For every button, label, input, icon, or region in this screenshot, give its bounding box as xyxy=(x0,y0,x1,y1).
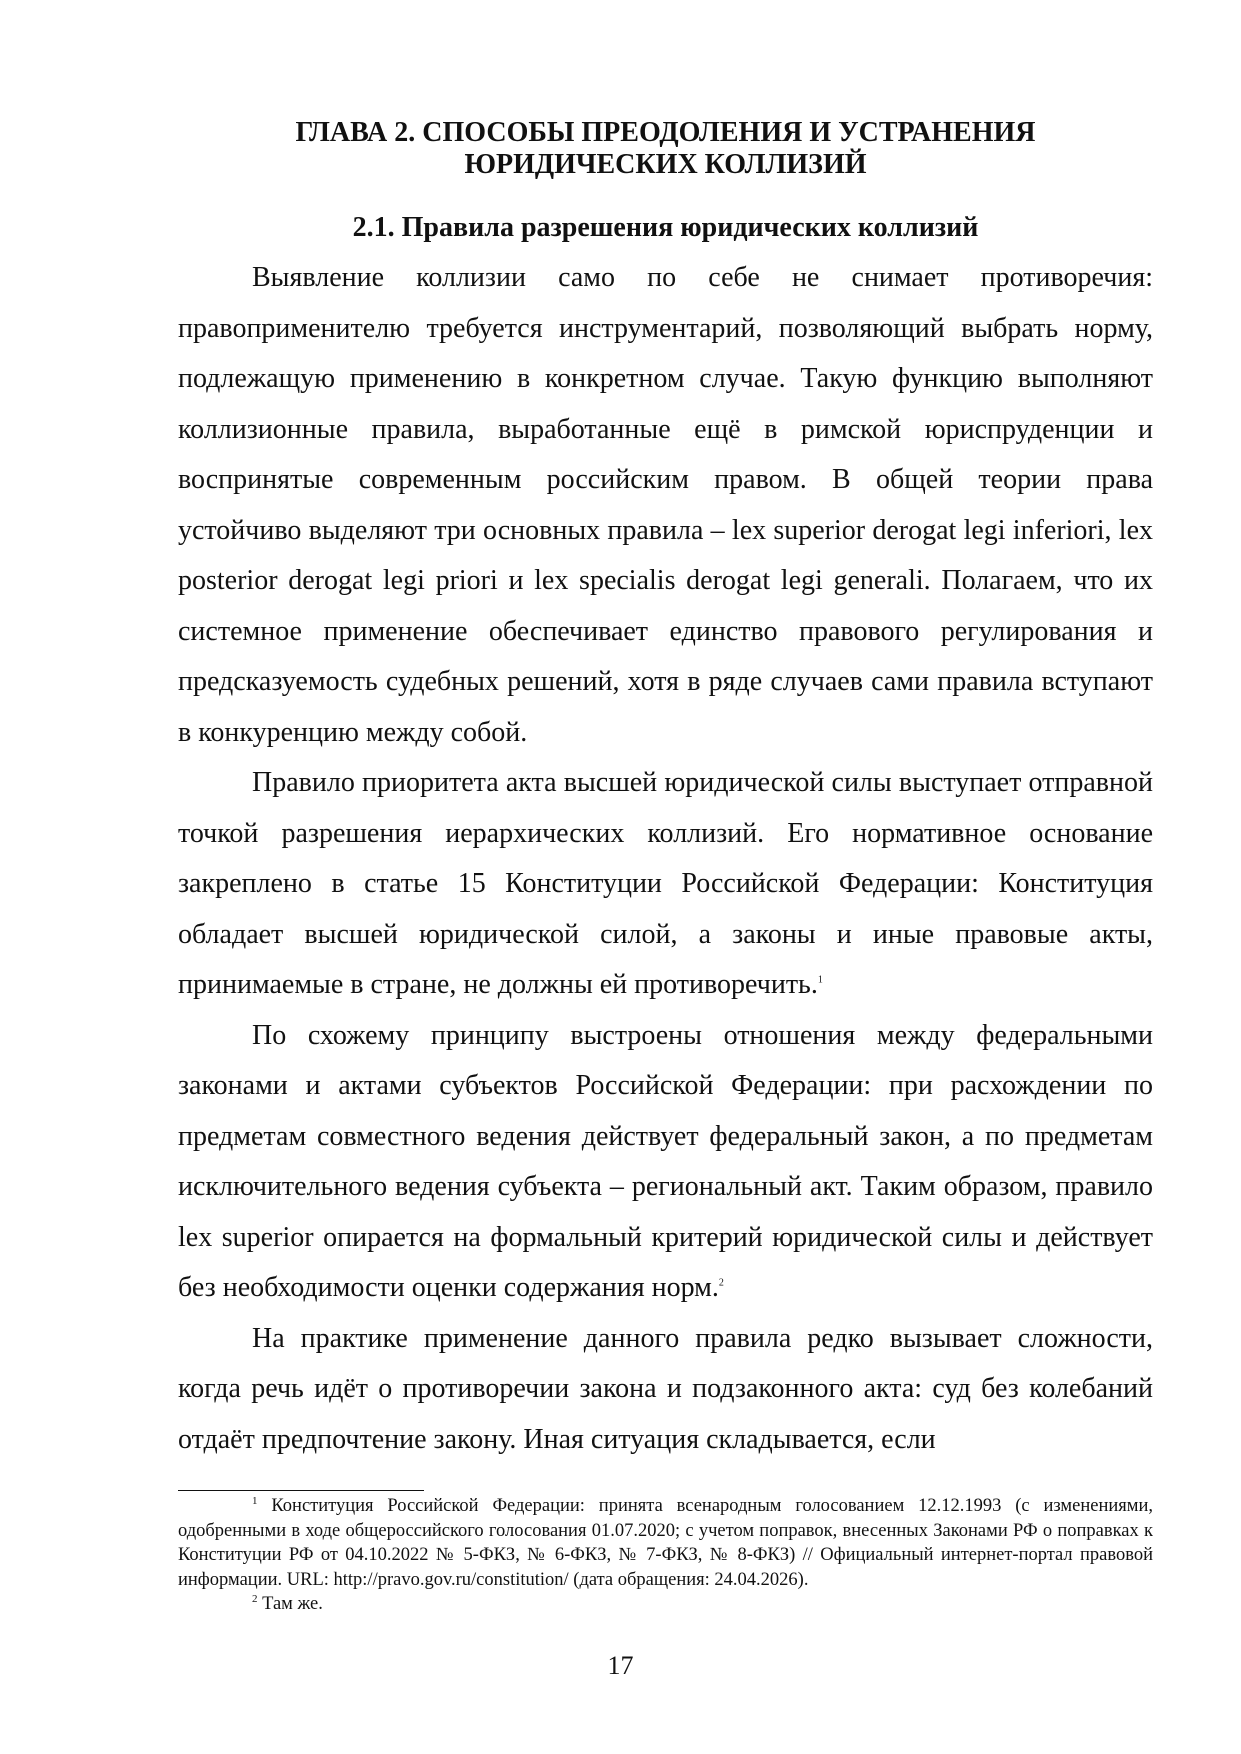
chapter-title xyxy=(178,117,1153,181)
footnotes xyxy=(178,1494,1153,1617)
section-title: 2.1. Правила разрешения юридических коллизий xyxy=(352,212,979,243)
footnote-1-text: Конституция Российской Федерации: принята всенародным голосованием 12.12.1993 (с изменениями, одобренными в ходе общероссийского голосования 01.07.2020; с учетом поправок, внесенных Законами РФ о поправках к Конституции РФ от 04.10.2022 № 5-ФКЗ, № 6-ФКЗ, № 7-ФКЗ, № 8-ФКЗ) // Официальный интернет-портал правовой информации. URL: http://pravo.gov.ru/constitution/ (дата обращения: 24.04.2026). xyxy=(178,1496,1154,1590)
chapter-title-line-2: ЮРИДИЧЕСКИХ КОЛЛИЗИЙ xyxy=(464,149,867,180)
paragraph-1-text: Выявление коллизии само по себе не снимает противоречия: правоприменителю требуется инструментарий, позволяющий выбрать норму, подлежащую применению в конкретном случае. Такую функцию выполняют коллизионные правила, выработанные ещё в римской юриспруденции и воспринятые современным российским правом. В общей теории права устойчиво выделяют три основных правила – lex superior derogat legi inferiori, lex posterior derogat legi priori и lex specialis derogat legi generali. Полагаем, что их системное применение обеспечивает единство правового регулирования и предсказуемость судебных решений, хотя в ряде случаев сами правила вступают в конкуренцию между собой. xyxy=(178,262,1153,748)
paragraph-4 xyxy=(178,1314,1153,1466)
footnote-reference-1[interactable]: 1 xyxy=(817,974,823,986)
footnote-reference-2[interactable]: 2 xyxy=(718,1277,724,1289)
paragraph-1 xyxy=(178,253,1153,758)
page-number: 17 xyxy=(607,1651,634,1680)
paragraph-3-text: По схожему принципу выстроены отношения между федеральными законами и актами субъектов Российской Федерации: при расхождении по предметам совместного ведения действует федеральный закон, а по предметам исключительного ведения субъекта – региональный акт. Таким образом, правило lex superior опирается на формальный критерий юридической силы и действует без необходимости оценки содержания норм. xyxy=(178,1019,1153,1303)
paragraph-2-text: Правило приоритета акта высшей юридической силы выступает отправной точкой разрешения иерархических коллизий. Его нормативное основание закреплено в статье 15 Конституции Российской Федерации: Конституция обладает высшей юридической силой, а законы и иные правовые акты, принимаемые в стране, не должны ей противоречить. xyxy=(178,767,1153,1000)
footnote-2 xyxy=(178,1592,1153,1617)
paragraph-3 xyxy=(178,1011,1153,1314)
paragraph-2 xyxy=(178,758,1153,1011)
footnote-1-mark: 1 xyxy=(252,1494,258,1507)
paragraph-4-text: На практике применение данного правила редко вызывает сложности, когда речь идёт о противоречии закона и подзаконного акта: суд без колебаний отдаёт предпочтение закону. Иная ситуация складывается, если xyxy=(178,1322,1153,1455)
footnote-separator xyxy=(178,1490,424,1491)
body-text xyxy=(178,253,1153,1465)
footnote-2-mark: 2 xyxy=(252,1592,258,1605)
chapter-title-line-1: ГЛАВА 2. СПОСОБЫ ПРЕОДОЛЕНИЯ И УСТРАНЕНИЯ xyxy=(295,117,1036,148)
footnote-1 xyxy=(178,1494,1153,1592)
footnote-2-text: Там же. xyxy=(262,1594,323,1614)
